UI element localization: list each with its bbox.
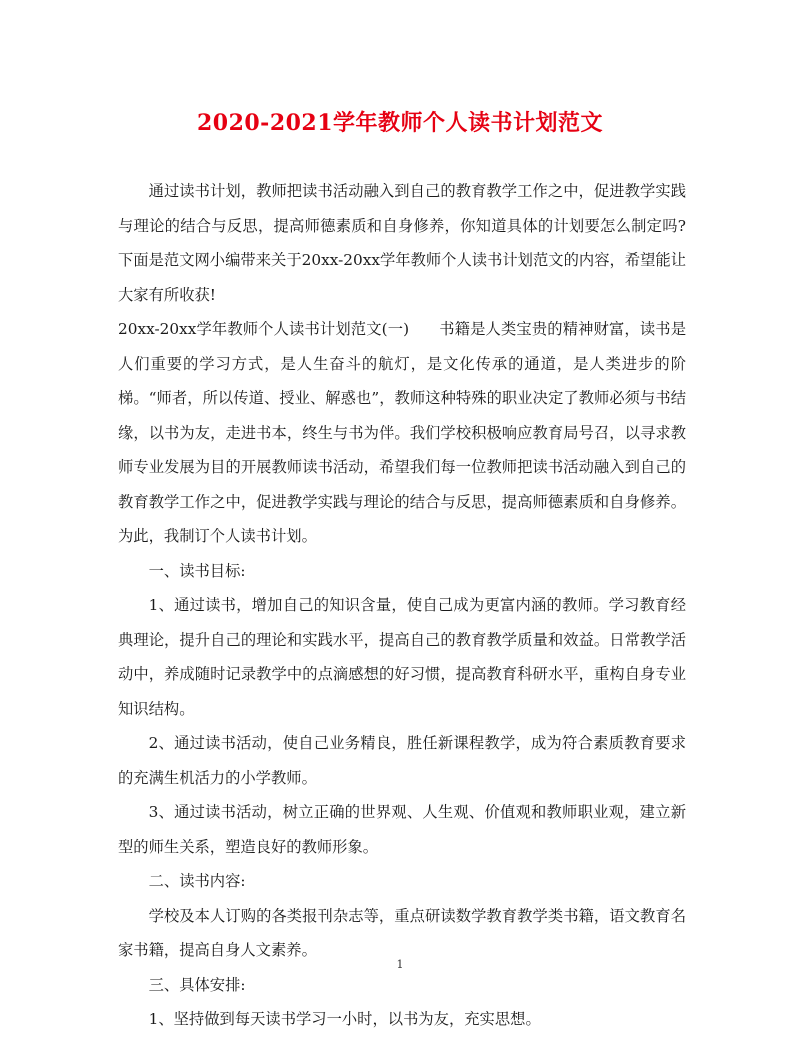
sample-lead-text: 书籍是人类宝贵的精神财富，读书是人们重要的学习方式，是人生奋斗的航灯，是文化传承的通道，是人类进步的阶梯。“师者，所以传道、授业、解惑也”，教师这种特殊的职业决定了教师必须与书结缘，以书为友，走进书本，终生与书为伴。我们学校积极响应教育局号召，以寻求教师专业发展为目的开展教师读书活动，希望我们每一位教师把读书活动融入到自己的教育教学工作之中，促进教学实践与理论的结合与反思，提高师德素质和自身修养。为此，我制订个人读书计划。 [118,320,686,545]
section-heading-goals: 一、读书目标: [148,561,246,580]
document-title: 2020-2021学年教师个人读书计划范文 [196,110,604,136]
page-number: 1 [396,958,404,971]
section-heading-content: 二、读书内容: [148,872,246,890]
sample-heading: 20xx-20xx学年教师个人读书计划范文(一) [118,320,410,338]
goal-item-2: 2、通过读书活动，使自己业务精良，胜任新课程教学，成为符合素质教育要求的充满生机活力的小学教师。 [118,734,686,787]
arrangement-item-1: 1、坚持做到每天读书学习一小时，以书为友，充实思想。 [148,1010,541,1028]
sample-paragraph [118,312,686,554]
content-paragraph: 学校及本人订购的各类报刊杂志等，重点研读数学教育教学类书籍，语文教育名家书籍，提高自身人文素养。 [118,906,686,959]
intro-paragraph: 通过读书计划，教师把读书活动融入到自己的教育教学工作之中，促进教学实践与理论的结合与反思，提高师德素质和自身修养，你知道具体的计划要怎么制定吗?下面是范文网小编带来关于20xx-20xx学年教师个人读书计划范文的内容，希望能让大家有所收获! [118,182,686,304]
section-heading-arrangement: 三、具体安排: [148,975,246,994]
goal-item-3: 3、通过读书活动，树立正确的世界观、人生观、价值观和教师职业观，建立新型的师生关系，塑造良好的教师形象。 [118,803,686,856]
goal-item-1: 1、通过读书，增加自己的知识含量，使自己成为更富内涵的教师。学习教育经典理论，提升自己的理论和实践水平，提高自己的教育教学质量和效益。日常教学活动中，养成随时记录教学中的点滴感想的好习惯，提高教育科研水平，重构自身专业知识结构。 [118,596,686,718]
document-body [118,174,686,1037]
